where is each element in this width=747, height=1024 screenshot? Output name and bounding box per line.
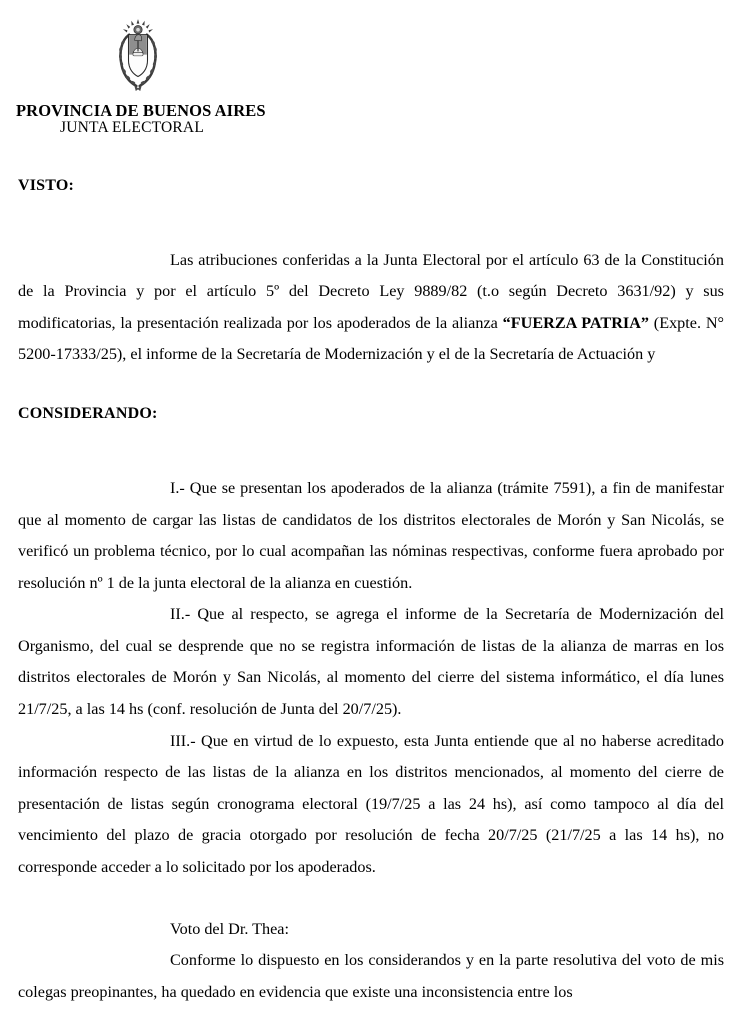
- visto-text-part1: Las atribuciones conferidas a la Junta Electoral por el artículo 63 de la Constitución de la Provincia y por el artículo 5º del Decreto Ley 9889/82 (t.o según Decreto 3631/92) y sus modificatorias, la presentación realizada por los apoderados de la alianza: [18, 250, 724, 332]
- argentina-coat-of-arms-icon: [110, 18, 166, 96]
- considerando-item-3: III.- Que en virtud de lo expuesto, esta Junta entiende que al no haberse acreditado información respecto de las listas de la alianza en los distritos mencionados, al momento del cierre de presentación de listas según cronograma electoral (19/7/25 a las 24 hs), así como tampoco al día del vencimiento del plazo de gracia otorgado por resolución de fecha 20/7/25 (21/7/25 a las 14 hs), no corresponde acceder a lo solicitado por los apoderados.: [18, 731, 724, 877]
- spacer: [18, 884, 724, 914]
- considerando-heading: CONSIDERANDO:: [18, 404, 158, 422]
- department-name: JUNTA ELECTORAL: [60, 118, 204, 136]
- considerando-item-1: I.- Que se presentan los apoderados de la alianza (trámite 7591), a fin de manifestar que al momento de cargar las listas de candidatos de los distritos electorales de Morón y San Nicolás, se verificó un problema técnico, por lo cual acompañan las nóminas respectivas, conforme fuera aprobado por resolución nº 1 de la junta electoral de la alianza en cuestión.: [18, 478, 724, 592]
- alliance-name: “FUERZA PATRIA”: [502, 313, 649, 332]
- visto-paragraph: [18, 245, 724, 371]
- letterhead: [0, 0, 747, 137]
- voto-heading: Voto del Dr. Thea:: [170, 919, 289, 938]
- visto-text-part2: (Expte. N° 5200-17333/25), el informe de la Secretaría de Modernización y el de la Secretaría de Actuación y: [18, 313, 724, 364]
- considerando-item-2: II.- Que al respecto, se agrega el informe de la Secretaría de Modernización del Organismo, del cual se desprende que no se registra información de listas de la alianza de marras en los distritos electorales de Morón y San Nicolás, al momento del cierre del sistema informático, el día lunes 21/7/25, a las 14 hs (conf. resolución de Junta del 20/7/25).: [18, 605, 724, 719]
- crest-container: [0, 18, 747, 96]
- voto-paragraph: Conforme lo dispuesto en los considerandos y en la parte resolutiva del voto de mis colegas preopinantes, ha quedado en evidencia que existe una inconsistencia entre los: [18, 951, 724, 1001]
- spacer: [18, 371, 724, 405]
- spacer: [18, 423, 724, 473]
- organization-name: PROVINCIA DE BUENOS AIRES: [16, 101, 266, 120]
- document-body: [0, 177, 747, 1009]
- visto-heading: VISTO:: [18, 176, 75, 194]
- organization-block: [0, 102, 747, 137]
- spacer: [18, 195, 724, 245]
